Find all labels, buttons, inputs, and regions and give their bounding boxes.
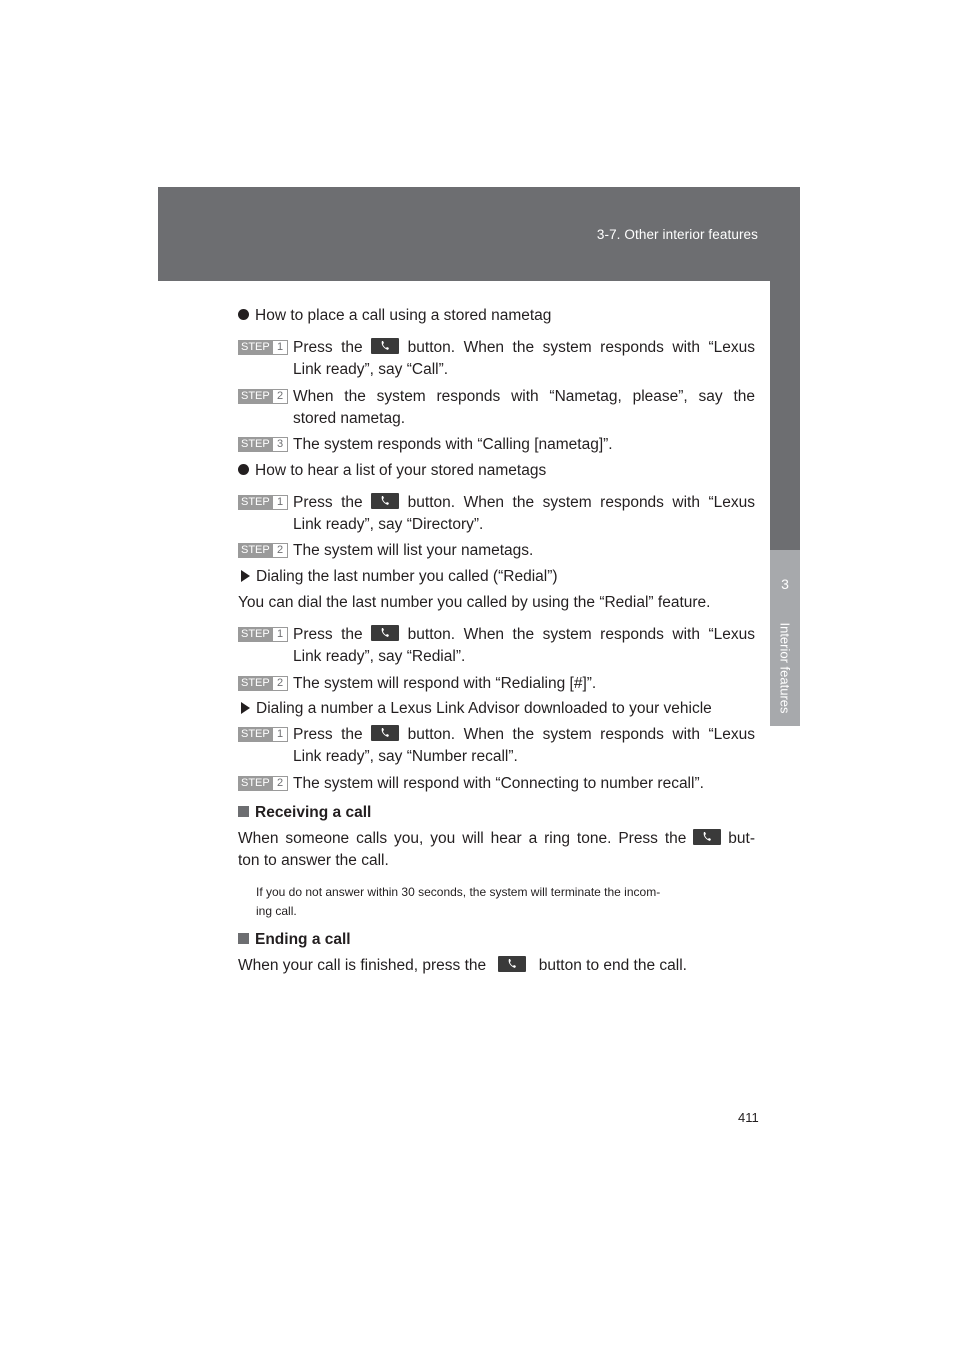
step-text: Link ready”, say “Number recall”. — [293, 748, 518, 765]
step-text: Press the button. When the system responds with “Lexus — [293, 339, 756, 356]
phone-button-icon — [498, 956, 526, 972]
note: ing call. — [256, 904, 297, 918]
arrow-bullet-icon — [241, 702, 250, 714]
note: If you do not answer within 30 seconds, the system will terminate the incom- — [256, 885, 661, 899]
step-text: Link ready”, say “Call”. — [293, 361, 449, 378]
step-text: Press the button. When the system responds with “Lexus — [293, 726, 756, 743]
step-badge: STEP 1 — [238, 495, 288, 510]
bullet-icon — [238, 464, 249, 475]
step-badge: STEP 2 — [238, 776, 288, 791]
step-badge: STEP 3 — [238, 437, 288, 452]
step-badge: STEP 1 — [238, 727, 288, 742]
paragraph: When someone calls you, you will hear a ring tone. Press the but- — [238, 830, 756, 847]
section-title: 3-7. Other interior features — [596, 227, 758, 242]
section-heading: How to place a call using a stored nametag — [238, 305, 551, 327]
step-text: stored nametag. — [293, 410, 406, 427]
paragraph: When your call is finished, press the button to end the call. — [238, 957, 687, 974]
section-heading: Receiving a call — [238, 802, 371, 824]
section-heading: Ending a call — [238, 929, 351, 951]
step-badge: STEP 2 — [238, 676, 288, 691]
step-text: Link ready”, say “Redial”. — [293, 648, 466, 665]
page-number: 411 — [738, 1110, 759, 1125]
square-bullet-icon — [238, 806, 249, 817]
step-text: The system will respond with “Redialing [#]”. — [293, 675, 597, 692]
phone-button-icon — [371, 725, 399, 741]
step-text: Press the button. When the system responds with “Lexus — [293, 626, 756, 643]
step-badge: STEP 2 — [238, 543, 288, 558]
phone-button-icon — [371, 493, 399, 509]
step-text: When the system responds with “Nametag, please”, say the — [293, 388, 755, 405]
phone-button-icon — [371, 338, 399, 354]
chapter-label: Interior features — [777, 622, 793, 714]
phone-button-icon — [693, 829, 721, 845]
chapter-tab-label-area — [770, 550, 800, 726]
step-text: The system responds with “Calling [nametag]”. — [293, 436, 613, 453]
paragraph: You can dial the last number you called by using the “Redial” feature. — [238, 594, 711, 611]
chapter-tab — [770, 187, 800, 550]
step-text: The system will respond with “Connecting to number recall”. — [293, 775, 704, 792]
phone-button-icon — [371, 625, 399, 641]
step-badge: STEP 1 — [238, 340, 288, 355]
square-bullet-icon — [238, 933, 249, 944]
header-band — [158, 187, 800, 281]
step-badge: STEP 2 — [238, 389, 288, 404]
paragraph: ton to answer the call. — [238, 852, 389, 869]
subsection-heading: Dialing the last number you called (“Redial”) — [238, 566, 558, 588]
bullet-icon — [238, 309, 249, 320]
step-text: Press the button. When the system responds with “Lexus — [293, 494, 756, 511]
step-text: Link ready”, say “Directory”. — [293, 516, 484, 533]
chapter-number: 3 — [781, 576, 789, 592]
step-text: The system will list your nametags. — [293, 542, 534, 559]
section-heading: How to hear a list of your stored nametags — [238, 460, 546, 482]
arrow-bullet-icon — [241, 570, 250, 582]
step-badge: STEP 1 — [238, 627, 288, 642]
subsection-heading: Dialing a number a Lexus Link Advisor downloaded to your vehicle — [238, 698, 712, 720]
